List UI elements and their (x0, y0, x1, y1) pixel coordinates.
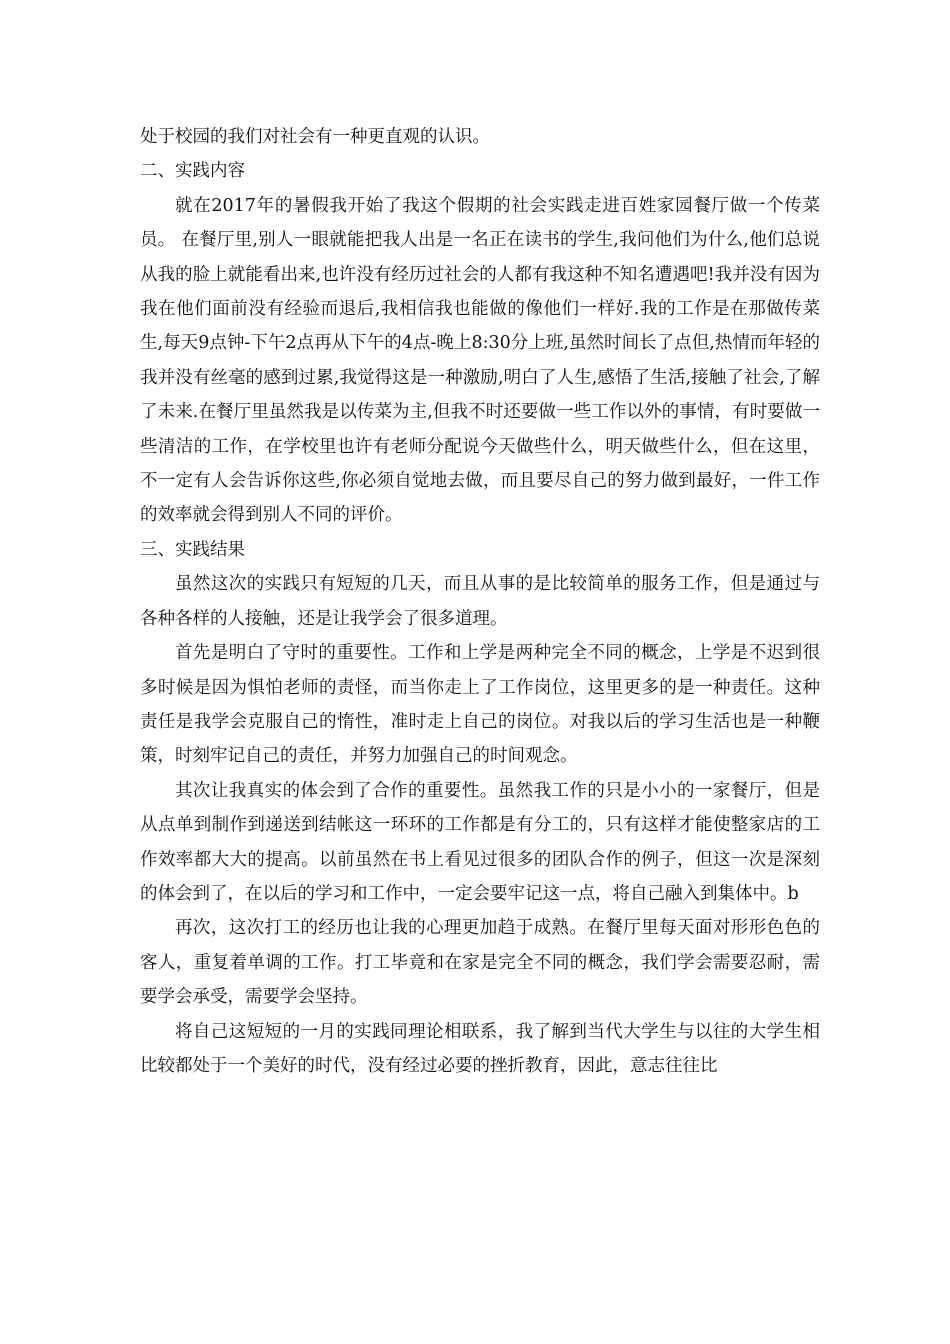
paragraph-theory-practice: 将自己这短短的一月的实践同理论相联系，我了解到当代大学生与以往的大学生相比较都处于一个美好的时代，没有经过必要的挫折教育，因此，意志往往比 (140, 1021, 820, 1076)
paragraph-practice-content: 就在2017年的暑假我开始了我这个假期的社会实践走进百姓家园餐厅做一个传菜员。 在餐厅里,别人一眼就能把我人出是一名正在读书的学生,我问他们为什么,他们总说从我的脸上就能看出来,也许没有经历过社会的人都有我这种不知名遭遇吧!我并没有因为我在他们面前没有经验而退后,我相信我也能做的像他们一样好.我的工作是在那做传菜生,每天9点钟-下午2点再从下午的4点-晚上8:30分上班,虽然时间长了点但,热情而年轻的我并没有丝毫的感到过累,我觉得这是一种激励,明白了人生,感悟了生活,接触了社会,了解了未来.在餐厅里虽然我是以传菜为主,但我不时还要做一些工作以外的事情，有时要做一些清洁的工作，在学校里也许有老师分配说今天做些什么，明天做些什么，但在这里，不一定有人会告诉你这些,你必须自觉地去做，而且要尽自己的努力做到最好，一件工作的效率就会得到别人不同的评价。 (140, 195, 820, 526)
continuation-paragraph: 处于校园的我们对社会有一种更直观的认识。 (140, 127, 490, 147)
paragraph-teamwork: 其次让我真实的体会到了合作的重要性。虽然我工作的只是小小的一家餐厅，但是从点单到制作到递送到结帐这一环环的工作都是有分工的，只有这样才能使整家店的工作效率都大大的提高。以前虽然在书上看见过很多的团队合作的例子，但这一次是深刻的体会到了，在以后的学习和工作中，一定会要牢记这一点，将自己融入到集体中。b (140, 780, 820, 904)
paragraph-maturity: 再次，这次打工的经历也让我的心理更加趋于成熟。在餐厅里每天面对形形色色的客人，重复着单调的工作。打工毕竟和在家是完全不同的概念，我们学会需要忍耐，需要学会承受，需要学会坚持。 (140, 918, 820, 1008)
section-heading-practice-results: 三、实践结果 (140, 539, 245, 560)
paragraph-punctuality: 首先是明白了守时的重要性。工作和上学是两种完全不同的概念，上学是不迟到很多时候是因为惧怕老师的责怪，而当你走上了工作岗位，这里更多的是一种责任。这种责任是我学会克服自己的惰性，准时走上自己的岗位。对我以后的学习生活也是一种鞭策，时刻牢记自己的责任，并努力加强自己的时间观念。 (140, 643, 820, 767)
paragraph-results-intro: 虽然这次的实践只有短短的几天，而且从事的是比较简单的服务工作，但是通过与各种各样的人接触，还是让我学会了很多道理。 (140, 574, 820, 629)
section-heading-practice-content: 二、实践内容 (140, 161, 245, 182)
